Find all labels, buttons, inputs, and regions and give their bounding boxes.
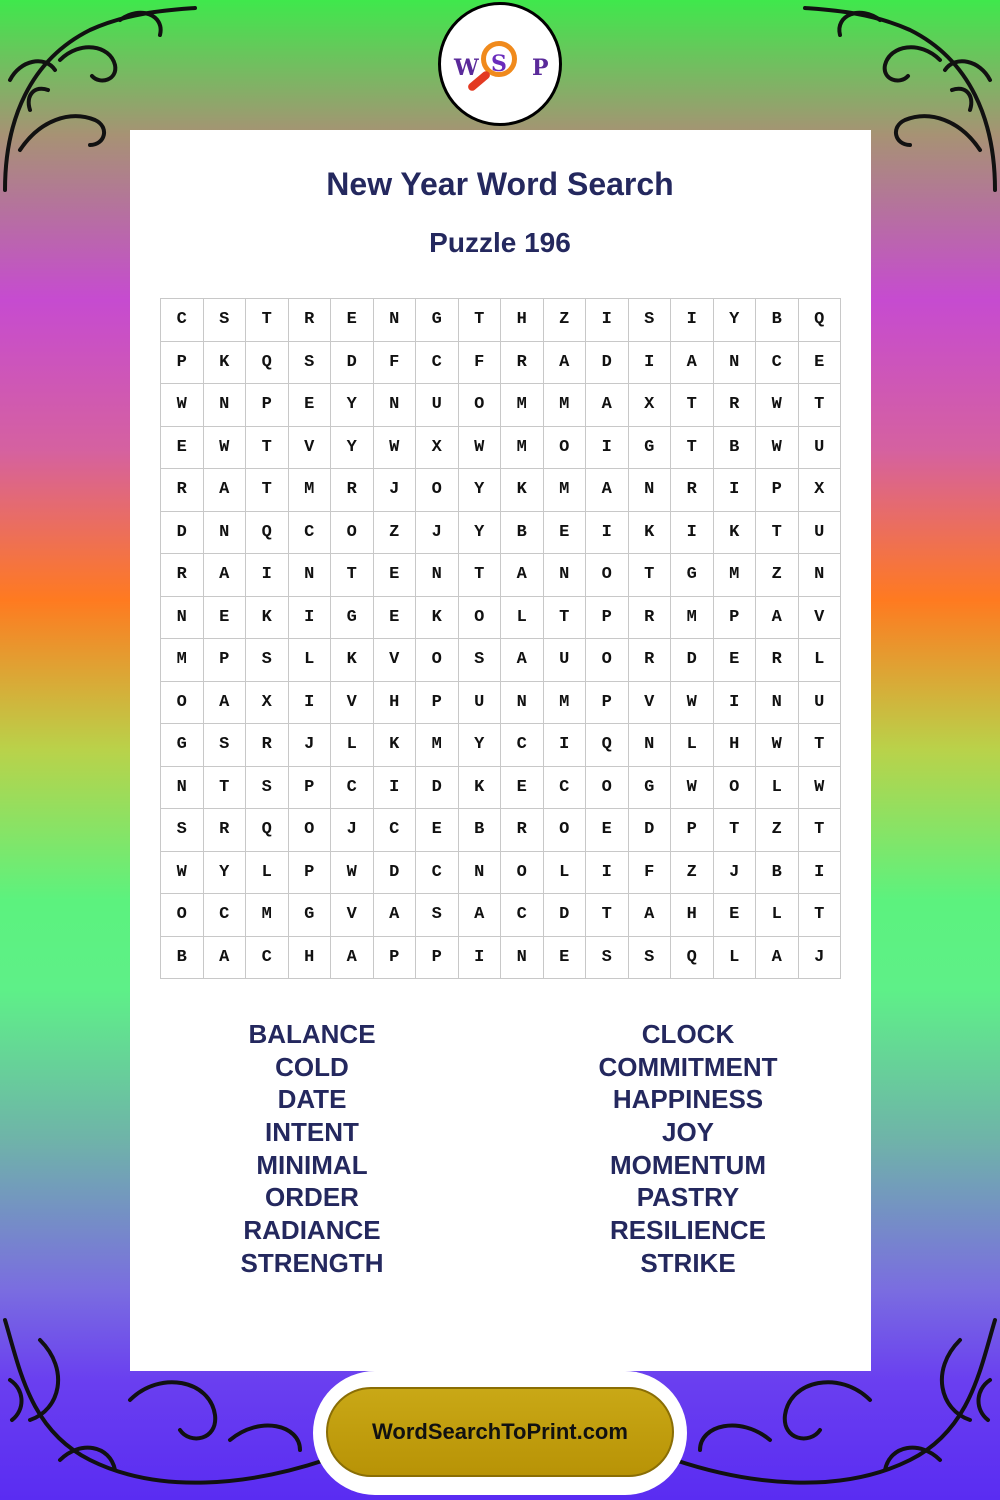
grid-cell[interactable]: K [331, 639, 374, 682]
grid-cell[interactable]: N [161, 597, 204, 640]
grid-cell[interactable]: L [331, 724, 374, 767]
grid-cell[interactable]: I [459, 937, 502, 980]
grid-cell[interactable]: I [586, 299, 629, 342]
grid-cell[interactable]: L [756, 894, 799, 937]
grid-cell[interactable]: N [799, 554, 842, 597]
grid-cell[interactable]: U [459, 682, 502, 725]
grid-cell[interactable]: X [416, 427, 459, 470]
grid-cell[interactable]: P [756, 469, 799, 512]
grid-cell[interactable]: C [416, 342, 459, 385]
grid-cell[interactable]: R [501, 809, 544, 852]
grid-cell[interactable]: R [204, 809, 247, 852]
grid-cell[interactable]: E [544, 512, 587, 555]
grid-cell[interactable]: G [416, 299, 459, 342]
grid-cell[interactable]: V [629, 682, 672, 725]
grid-cell[interactable]: A [204, 554, 247, 597]
grid-cell[interactable]: I [544, 724, 587, 767]
grid-cell[interactable]: W [756, 384, 799, 427]
grid-cell[interactable]: O [714, 767, 757, 810]
grid-cell[interactable]: T [714, 809, 757, 852]
grid-cell[interactable]: A [501, 639, 544, 682]
grid-cell[interactable]: Y [331, 384, 374, 427]
grid-cell[interactable]: Z [756, 554, 799, 597]
grid-cell[interactable]: S [204, 299, 247, 342]
grid-cell[interactable]: O [331, 512, 374, 555]
grid-cell[interactable]: P [289, 767, 332, 810]
grid-cell[interactable]: O [501, 852, 544, 895]
grid-cell[interactable]: Q [246, 809, 289, 852]
site-link-label: WordSearchToPrint.com [372, 1419, 628, 1444]
grid-cell[interactable]: Y [459, 469, 502, 512]
grid-cell[interactable]: T [204, 767, 247, 810]
grid-cell[interactable]: I [671, 299, 714, 342]
grid-cell[interactable]: A [586, 469, 629, 512]
grid-cell[interactable]: O [416, 469, 459, 512]
grid-cell[interactable]: S [586, 937, 629, 980]
grid-cell[interactable]: F [459, 342, 502, 385]
grid-cell[interactable]: D [161, 512, 204, 555]
grid-cell[interactable]: B [459, 809, 502, 852]
grid-cell[interactable]: E [501, 767, 544, 810]
grid-cell[interactable]: G [289, 894, 332, 937]
word-list-item: MINIMAL [256, 1149, 368, 1180]
grid-cell[interactable]: L [756, 767, 799, 810]
grid-cell[interactable]: O [289, 809, 332, 852]
grid-cell[interactable]: A [671, 342, 714, 385]
word-list-item: COLD [275, 1051, 349, 1082]
grid-cell[interactable]: C [416, 852, 459, 895]
grid-cell[interactable]: M [714, 554, 757, 597]
word-search-grid [160, 298, 841, 979]
grid-cell[interactable]: K [629, 512, 672, 555]
grid-cell[interactable]: C [289, 512, 332, 555]
grid-cell[interactable]: N [501, 682, 544, 725]
grid-cell[interactable]: H [289, 937, 332, 980]
grid-cell[interactable]: V [289, 427, 332, 470]
grid-cell[interactable]: P [714, 597, 757, 640]
grid-cell[interactable]: V [374, 639, 417, 682]
grid-cell[interactable]: T [799, 724, 842, 767]
grid-cell[interactable]: E [331, 299, 374, 342]
grid-cell[interactable]: M [246, 894, 289, 937]
grid-cell[interactable]: I [714, 469, 757, 512]
grid-cell[interactable]: I [586, 427, 629, 470]
grid-cell[interactable]: R [246, 724, 289, 767]
grid-cell[interactable]: R [289, 299, 332, 342]
grid-cell[interactable]: R [756, 639, 799, 682]
grid-cell[interactable]: I [246, 554, 289, 597]
grid-cell[interactable]: U [799, 682, 842, 725]
grid-cell[interactable]: K [374, 724, 417, 767]
grid-cell[interactable]: S [246, 639, 289, 682]
word-list-item: RESILIENCE [609, 1215, 767, 1246]
grid-cell[interactable]: G [161, 724, 204, 767]
grid-cell[interactable]: L [501, 597, 544, 640]
grid-cell[interactable]: U [799, 427, 842, 470]
logo-letter-s: S [491, 51, 507, 77]
grid-cell[interactable]: P [586, 682, 629, 725]
grid-cell[interactable]: A [501, 554, 544, 597]
grid-cell[interactable]: O [161, 894, 204, 937]
grid-cell[interactable]: N [756, 682, 799, 725]
grid-cell[interactable]: A [756, 597, 799, 640]
grid-cell[interactable]: P [374, 937, 417, 980]
grid-cell[interactable]: T [799, 384, 842, 427]
grid-cell[interactable]: O [416, 639, 459, 682]
grid-cell[interactable]: V [331, 682, 374, 725]
grid-cell[interactable]: N [374, 384, 417, 427]
grid-cell[interactable]: N [544, 554, 587, 597]
grid-cell[interactable]: D [671, 639, 714, 682]
grid-cell[interactable]: E [374, 554, 417, 597]
grid-cell[interactable]: W [671, 767, 714, 810]
grid-cell[interactable]: J [374, 469, 417, 512]
grid-cell[interactable]: I [586, 512, 629, 555]
grid-cell[interactable]: T [331, 554, 374, 597]
word-list-item: INTENT [265, 1117, 359, 1148]
grid-cell[interactable]: D [544, 894, 587, 937]
grid-cell[interactable]: J [799, 937, 842, 980]
grid-cell[interactable]: W [671, 682, 714, 725]
word-list-item: HAPPINESS [612, 1084, 764, 1115]
grid-cell[interactable]: K [246, 597, 289, 640]
grid-cell[interactable]: E [204, 597, 247, 640]
word-list-item: CLOCK [641, 1019, 735, 1049]
grid-cell[interactable]: O [459, 384, 502, 427]
grid-cell[interactable]: Y [459, 724, 502, 767]
grid-cell[interactable]: B [714, 427, 757, 470]
grid-cell[interactable]: S [459, 639, 502, 682]
grid-cell[interactable]: N [459, 852, 502, 895]
grid-cell[interactable]: R [629, 597, 672, 640]
grid-cell[interactable]: C [756, 342, 799, 385]
grid-cell[interactable]: C [331, 767, 374, 810]
grid-cell[interactable]: T [459, 554, 502, 597]
grid-cell[interactable]: Y [714, 299, 757, 342]
word-list-item: BALANCE [248, 1019, 376, 1049]
grid-cell[interactable]: D [629, 809, 672, 852]
site-link-button[interactable] [326, 1387, 674, 1477]
grid-cell[interactable]: B [161, 937, 204, 980]
grid-cell[interactable]: E [714, 894, 757, 937]
grid-cell[interactable]: S [289, 342, 332, 385]
grid-cell[interactable]: K [714, 512, 757, 555]
grid-cell[interactable]: W [756, 427, 799, 470]
word-list-item: PASTRY [636, 1182, 740, 1213]
grid-cell[interactable]: U [544, 639, 587, 682]
grid-cell[interactable]: Z [544, 299, 587, 342]
grid-cell[interactable]: K [459, 767, 502, 810]
grid-cell[interactable]: O [161, 682, 204, 725]
grid-cell[interactable]: B [501, 512, 544, 555]
grid-cell[interactable]: M [416, 724, 459, 767]
grid-cell[interactable]: R [714, 384, 757, 427]
grid-cell[interactable]: O [544, 427, 587, 470]
grid-cell[interactable]: A [331, 937, 374, 980]
grid-cell[interactable]: P [416, 937, 459, 980]
grid-cell[interactable]: A [204, 469, 247, 512]
grid-cell[interactable]: T [671, 384, 714, 427]
grid-cell[interactable]: Y [459, 512, 502, 555]
grid-cell[interactable]: P [586, 597, 629, 640]
grid-cell[interactable]: E [714, 639, 757, 682]
grid-cell[interactable]: N [204, 512, 247, 555]
grid-cell[interactable]: G [629, 427, 672, 470]
grid-cell[interactable]: M [671, 597, 714, 640]
grid-cell[interactable]: D [331, 342, 374, 385]
grid-cell[interactable]: G [331, 597, 374, 640]
grid-cell[interactable]: W [374, 427, 417, 470]
grid-cell[interactable]: R [629, 639, 672, 682]
logo-letter-w: W [454, 55, 479, 81]
grid-cell[interactable]: P [204, 639, 247, 682]
grid-cell[interactable]: C [544, 767, 587, 810]
grid-cell[interactable]: T [246, 427, 289, 470]
grid-cell[interactable]: I [289, 682, 332, 725]
grid-cell[interactable]: W [204, 427, 247, 470]
grid-cell[interactable]: Q [586, 724, 629, 767]
grid-cell[interactable]: K [501, 469, 544, 512]
grid-cell[interactable]: N [289, 554, 332, 597]
grid-cell[interactable]: I [586, 852, 629, 895]
grid-cell[interactable]: E [544, 937, 587, 980]
grid-cell[interactable]: A [629, 894, 672, 937]
grid-cell[interactable]: C [161, 299, 204, 342]
grid-cell[interactable]: J [416, 512, 459, 555]
grid-cell[interactable]: Z [756, 809, 799, 852]
grid-cell[interactable]: S [246, 767, 289, 810]
grid-cell[interactable]: R [331, 469, 374, 512]
word-list-right [538, 1018, 838, 1280]
grid-cell[interactable]: P [246, 384, 289, 427]
grid-cell[interactable]: L [799, 639, 842, 682]
grid-cell[interactable]: S [204, 724, 247, 767]
grid-cell[interactable]: E [289, 384, 332, 427]
grid-cell[interactable]: O [459, 597, 502, 640]
grid-cell[interactable]: L [289, 639, 332, 682]
grid-cell[interactable]: V [331, 894, 374, 937]
grid-cell[interactable]: O [586, 639, 629, 682]
grid-cell[interactable]: J [289, 724, 332, 767]
word-list-item: COMMITMENT [598, 1051, 778, 1082]
grid-cell[interactable]: W [756, 724, 799, 767]
grid-cell[interactable]: W [459, 427, 502, 470]
grid-cell[interactable]: U [416, 384, 459, 427]
grid-cell[interactable]: L [671, 724, 714, 767]
word-list-item: JOY [661, 1117, 715, 1148]
grid-cell[interactable]: P [161, 342, 204, 385]
grid-cell[interactable]: T [671, 427, 714, 470]
word-list-item: STRIKE [640, 1247, 736, 1278]
wsp-logo[interactable] [438, 2, 562, 126]
grid-cell[interactable]: M [501, 384, 544, 427]
word-list-item: STRENGTH [240, 1247, 384, 1278]
grid-cell[interactable]: W [799, 767, 842, 810]
grid-cell[interactable]: K [416, 597, 459, 640]
grid-cell[interactable]: A [459, 894, 502, 937]
grid-cell[interactable]: Y [331, 427, 374, 470]
grid-cell[interactable]: J [331, 809, 374, 852]
grid-cell[interactable]: H [714, 724, 757, 767]
grid-cell[interactable]: S [161, 809, 204, 852]
grid-cell[interactable]: N [374, 299, 417, 342]
grid-cell[interactable]: W [161, 852, 204, 895]
grid-cell[interactable]: I [289, 597, 332, 640]
grid-cell[interactable]: Q [246, 342, 289, 385]
grid-cell[interactable]: T [459, 299, 502, 342]
grid-cell[interactable]: K [204, 342, 247, 385]
grid-cell[interactable]: T [246, 299, 289, 342]
grid-cell[interactable]: P [671, 809, 714, 852]
grid-cell[interactable]: P [289, 852, 332, 895]
grid-cell[interactable]: M [544, 469, 587, 512]
grid-cell[interactable]: E [374, 597, 417, 640]
grid-cell[interactable]: R [161, 469, 204, 512]
grid-cell[interactable]: Z [671, 852, 714, 895]
grid-cell[interactable]: X [799, 469, 842, 512]
grid-cell[interactable]: A [586, 384, 629, 427]
grid-cell[interactable]: L [714, 937, 757, 980]
grid-cell[interactable]: S [416, 894, 459, 937]
grid-cell[interactable]: N [714, 342, 757, 385]
grid-cell[interactable]: I [714, 682, 757, 725]
grid-cell[interactable]: N [161, 767, 204, 810]
grid-cell[interactable]: B [756, 299, 799, 342]
grid-cell[interactable]: A [204, 682, 247, 725]
grid-cell[interactable]: O [544, 809, 587, 852]
grid-cell[interactable]: W [161, 384, 204, 427]
grid-cell[interactable]: Q [246, 512, 289, 555]
page-title: New Year Word Search [326, 166, 674, 202]
grid-cell[interactable]: M [289, 469, 332, 512]
grid-cell[interactable]: C [374, 809, 417, 852]
grid-cell[interactable]: F [374, 342, 417, 385]
grid-cell[interactable]: H [374, 682, 417, 725]
grid-cell[interactable]: H [671, 894, 714, 937]
grid-cell[interactable]: S [629, 937, 672, 980]
grid-cell[interactable]: E [586, 809, 629, 852]
grid-cell[interactable]: R [161, 554, 204, 597]
grid-cell[interactable]: T [544, 597, 587, 640]
grid-cell[interactable]: X [246, 682, 289, 725]
grid-cell[interactable]: M [161, 639, 204, 682]
grid-cell[interactable]: Z [374, 512, 417, 555]
grid-cell[interactable]: R [501, 342, 544, 385]
grid-cell[interactable]: T [246, 469, 289, 512]
grid-cell[interactable]: O [586, 554, 629, 597]
grid-cell[interactable]: T [799, 894, 842, 937]
grid-cell[interactable]: E [416, 809, 459, 852]
word-list-item: MOMENTUM [610, 1149, 766, 1180]
grid-cell[interactable]: T [799, 809, 842, 852]
grid-cell[interactable]: B [756, 852, 799, 895]
word-list-item: ORDER [265, 1182, 359, 1213]
grid-cell[interactable]: V [799, 597, 842, 640]
grid-cell[interactable]: L [544, 852, 587, 895]
grid-cell[interactable]: J [714, 852, 757, 895]
grid-cell[interactable]: D [416, 767, 459, 810]
grid-cell[interactable]: Q [671, 937, 714, 980]
grid-cell[interactable]: E [799, 342, 842, 385]
grid-cell[interactable]: A [204, 937, 247, 980]
grid-cell[interactable]: I [629, 342, 672, 385]
grid-cell[interactable]: R [671, 469, 714, 512]
word-list-left [162, 1018, 462, 1280]
grid-cell[interactable]: T [756, 512, 799, 555]
grid-cell[interactable]: I [671, 512, 714, 555]
grid-cell[interactable]: N [629, 724, 672, 767]
word-list-item: DATE [277, 1084, 347, 1115]
grid-cell[interactable]: M [544, 682, 587, 725]
grid-cell[interactable]: C [204, 894, 247, 937]
grid-cell[interactable]: Y [204, 852, 247, 895]
grid-cell[interactable]: S [629, 299, 672, 342]
grid-cell[interactable]: M [544, 384, 587, 427]
logo-letter-p: P [532, 55, 549, 81]
grid-cell[interactable]: U [799, 512, 842, 555]
grid-cell[interactable]: A [544, 342, 587, 385]
grid-cell[interactable]: Q [799, 299, 842, 342]
grid-cell[interactable]: I [374, 767, 417, 810]
grid-cell[interactable]: M [501, 427, 544, 470]
grid-cell[interactable]: N [204, 384, 247, 427]
grid-cell[interactable]: D [586, 342, 629, 385]
grid-cell[interactable]: X [629, 384, 672, 427]
grid-cell[interactable]: N [501, 937, 544, 980]
grid-cell[interactable]: A [756, 937, 799, 980]
grid-cell[interactable]: I [799, 852, 842, 895]
puzzle-number: Puzzle 196 [429, 227, 571, 258]
grid-cell[interactable]: C [501, 724, 544, 767]
word-list-item: RADIANCE [243, 1215, 381, 1246]
grid-cell[interactable]: F [629, 852, 672, 895]
grid-cell[interactable]: L [246, 852, 289, 895]
grid-cell[interactable]: C [501, 894, 544, 937]
grid-cell[interactable]: D [374, 852, 417, 895]
grid-cell[interactable]: W [331, 852, 374, 895]
grid-cell[interactable]: A [374, 894, 417, 937]
grid-cell[interactable]: C [246, 937, 289, 980]
grid-cell[interactable]: N [416, 554, 459, 597]
grid-cell[interactable]: E [161, 427, 204, 470]
grid-cell[interactable]: G [671, 554, 714, 597]
grid-cell[interactable]: G [629, 767, 672, 810]
grid-cell[interactable]: H [501, 299, 544, 342]
grid-cell[interactable]: T [629, 554, 672, 597]
grid-cell[interactable]: O [586, 767, 629, 810]
grid-cell[interactable]: N [629, 469, 672, 512]
grid-cell[interactable]: P [416, 682, 459, 725]
grid-cell[interactable]: T [586, 894, 629, 937]
